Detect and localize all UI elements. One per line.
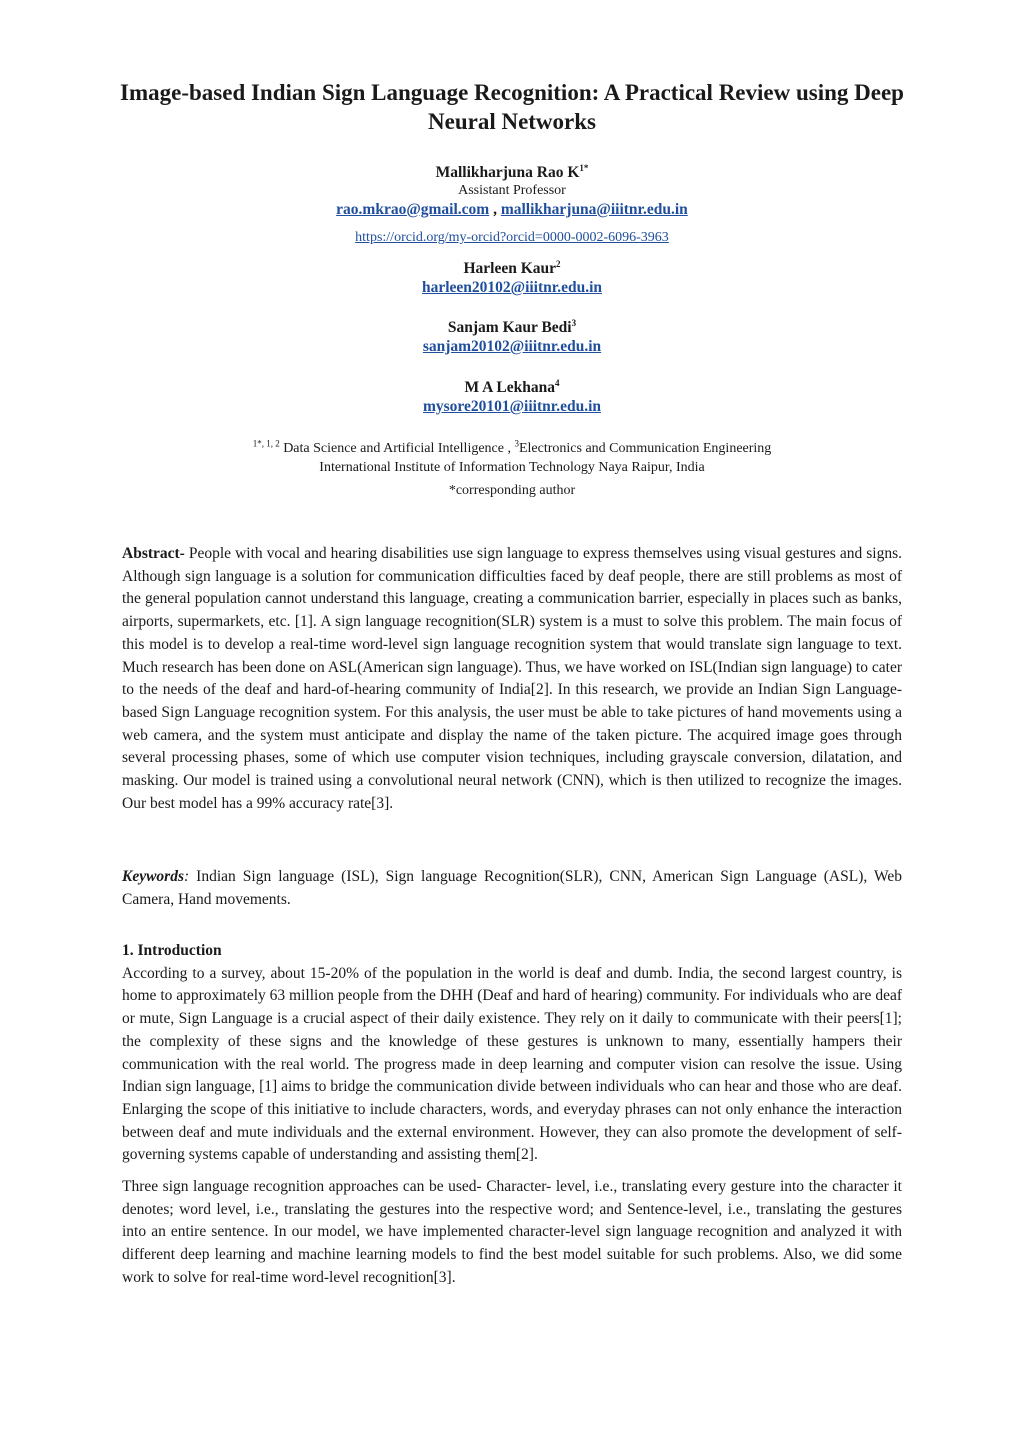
orcid-link[interactable]: https://orcid.org/my-orcid?orcid=0000-0002-6096-3963 (355, 230, 669, 245)
author-2-name-line (0, 259, 1024, 278)
affiliation-sup: 1*, 1, 2 (252, 438, 280, 449)
author-role: Assistant Professor (458, 183, 566, 198)
affiliation-block (0, 439, 1024, 500)
author-1-name-line (0, 163, 1024, 182)
author-sup: 4 (554, 377, 560, 388)
keywords-section (122, 866, 902, 911)
author-email-link[interactable]: sanjam20102@iiitnr.edu.in (422, 338, 602, 355)
author-email-link[interactable]: mysore20101@iiitnr.edu.in (422, 398, 602, 415)
author-sup: 3 (571, 317, 577, 328)
email-separator: , (489, 201, 501, 218)
keywords-text: Indian Sign language (ISL), Sign language Recognition(SLR), CNN, American Sign Language (ASL), Web Camera, Hand movements. (122, 868, 902, 908)
affiliation-institute: International Institute of Information Technology Naya Raipur, India (319, 460, 705, 475)
abstract-label: Abstract- (122, 545, 185, 562)
author-3-block (0, 318, 1024, 357)
author-name: Sanjam Kaur Bedi (447, 319, 572, 336)
keywords-label: Keywords (122, 868, 184, 885)
author-email-link[interactable]: rao.mkrao@gmail.com (336, 201, 490, 218)
keywords-paragraph (122, 866, 902, 911)
author-4-block (0, 378, 1024, 417)
affiliation-departments (0, 439, 1024, 458)
intro-paragraph-2: Three sign language recognition approaches can be used- Character- level, i.e., translating every gesture into the character it denotes; word level, i.e., translating the gestures into the respective word; and Sentence-level, i.e., translating the gestures into an entire sentence. In our model, we have implemented character-level sign language recognition and analyzed it with different deep learning and machine learning models to find the best model suitable for such problems. Also, we did some work to solve for real-time word-level recognition[3]. (122, 1178, 902, 1286)
author-4-name-line (0, 378, 1024, 397)
author-2-block (0, 259, 1024, 298)
abstract-section (122, 543, 902, 815)
author-name: Harleen Kaur (463, 260, 557, 277)
author-3-name-line (0, 318, 1024, 337)
author-name: Mallikharjuna Rao K (435, 164, 580, 181)
affiliation-dept: Data Science and Artificial Intelligence , (279, 441, 515, 456)
orcid-line (0, 228, 1024, 247)
affiliation-sup: 3 (514, 438, 519, 449)
section-heading: 1. Introduction (122, 942, 222, 959)
author-sup: 2 (556, 258, 561, 269)
author-1-emails (0, 200, 1024, 220)
author-name: M A Lekhana (464, 379, 555, 396)
abstract-text: People with vocal and hearing disabilities use sign language to express themselves using visual gestures and signs. Although sign language is a solution for communication difficulties faced by deaf people, there are still problems as most of the general population cannot understand this language, creating a communication barrier, especially in places such as banks, airports, supermarkets, etc. [1]. A sign language recognition(SLR) system is a must to solve this problem. The main focus of this model is to develop a real-time word-level sign language recognition system that would translate sign language to text. Much research has been done on ASL(American sign language). Thus, we have worked on ISL(Indian sign language) to cater to the needs of the deaf and hard-of-hearing community of India[2]. In this research, we provide an Indian Sign Language-based Sign Language recognition system. For this analysis, the user must be able to take pictures of hand movements using a web camera, and the system must anticipate and display the name of the taken picture. The acquired image goes through several processing phases, some of which use computer vision techniques, including grayscale conversion, dilatation, and masking. Our model is trained using a convolutional neural network (CNN), which is then utilized to recognize the images. Our best model has a 99% accuracy rate[3]. (122, 545, 902, 812)
introduction-section (122, 940, 902, 1290)
author-1-block (0, 163, 1024, 247)
author-sup: 1* (579, 162, 589, 173)
intro-paragraph-1: According to a survey, about 15-20% of the population in the world is deaf and dumb. India, the second largest country, is home to approximately 63 million people from the DHH (Deaf and hard of hearing) community. For individuals who are deaf or mute, Sign Language is a crucial aspect of their daily existence. They rely on it daily to communicate with their peers[1]; the complexity of these signs and the knowledge of these gestures is unknown to many, essentially hampers their communication with the real world. The progress made in deep learning and computer vision can resolve the issue. Using Indian sign language, [1] aims to bridge the communication divide between individuals who can hear and those who are deaf. Enlarging the scope of this initiative to include characters, words, and everyday phrases can not only enhance the interaction between deaf and mute individuals and the external environment. However, they can also promote the development of self-governing systems capable of understanding and assisting them[2]. (122, 964, 902, 1164)
author-email-link[interactable]: mallikharjuna@iiitnr.edu.in (500, 201, 688, 218)
affiliation-dept: Electronics and Communication Engineering (518, 441, 772, 456)
corresponding-note: *corresponding author (448, 483, 576, 498)
abstract-paragraph (122, 543, 902, 815)
paper-title: Image-based Indian Sign Language Recognition: A Practical Review using Deep Neural Networks (120, 80, 904, 134)
keywords-colon: : (184, 868, 190, 885)
author-email-link[interactable]: harleen20102@iiitnr.edu.in (421, 279, 603, 296)
